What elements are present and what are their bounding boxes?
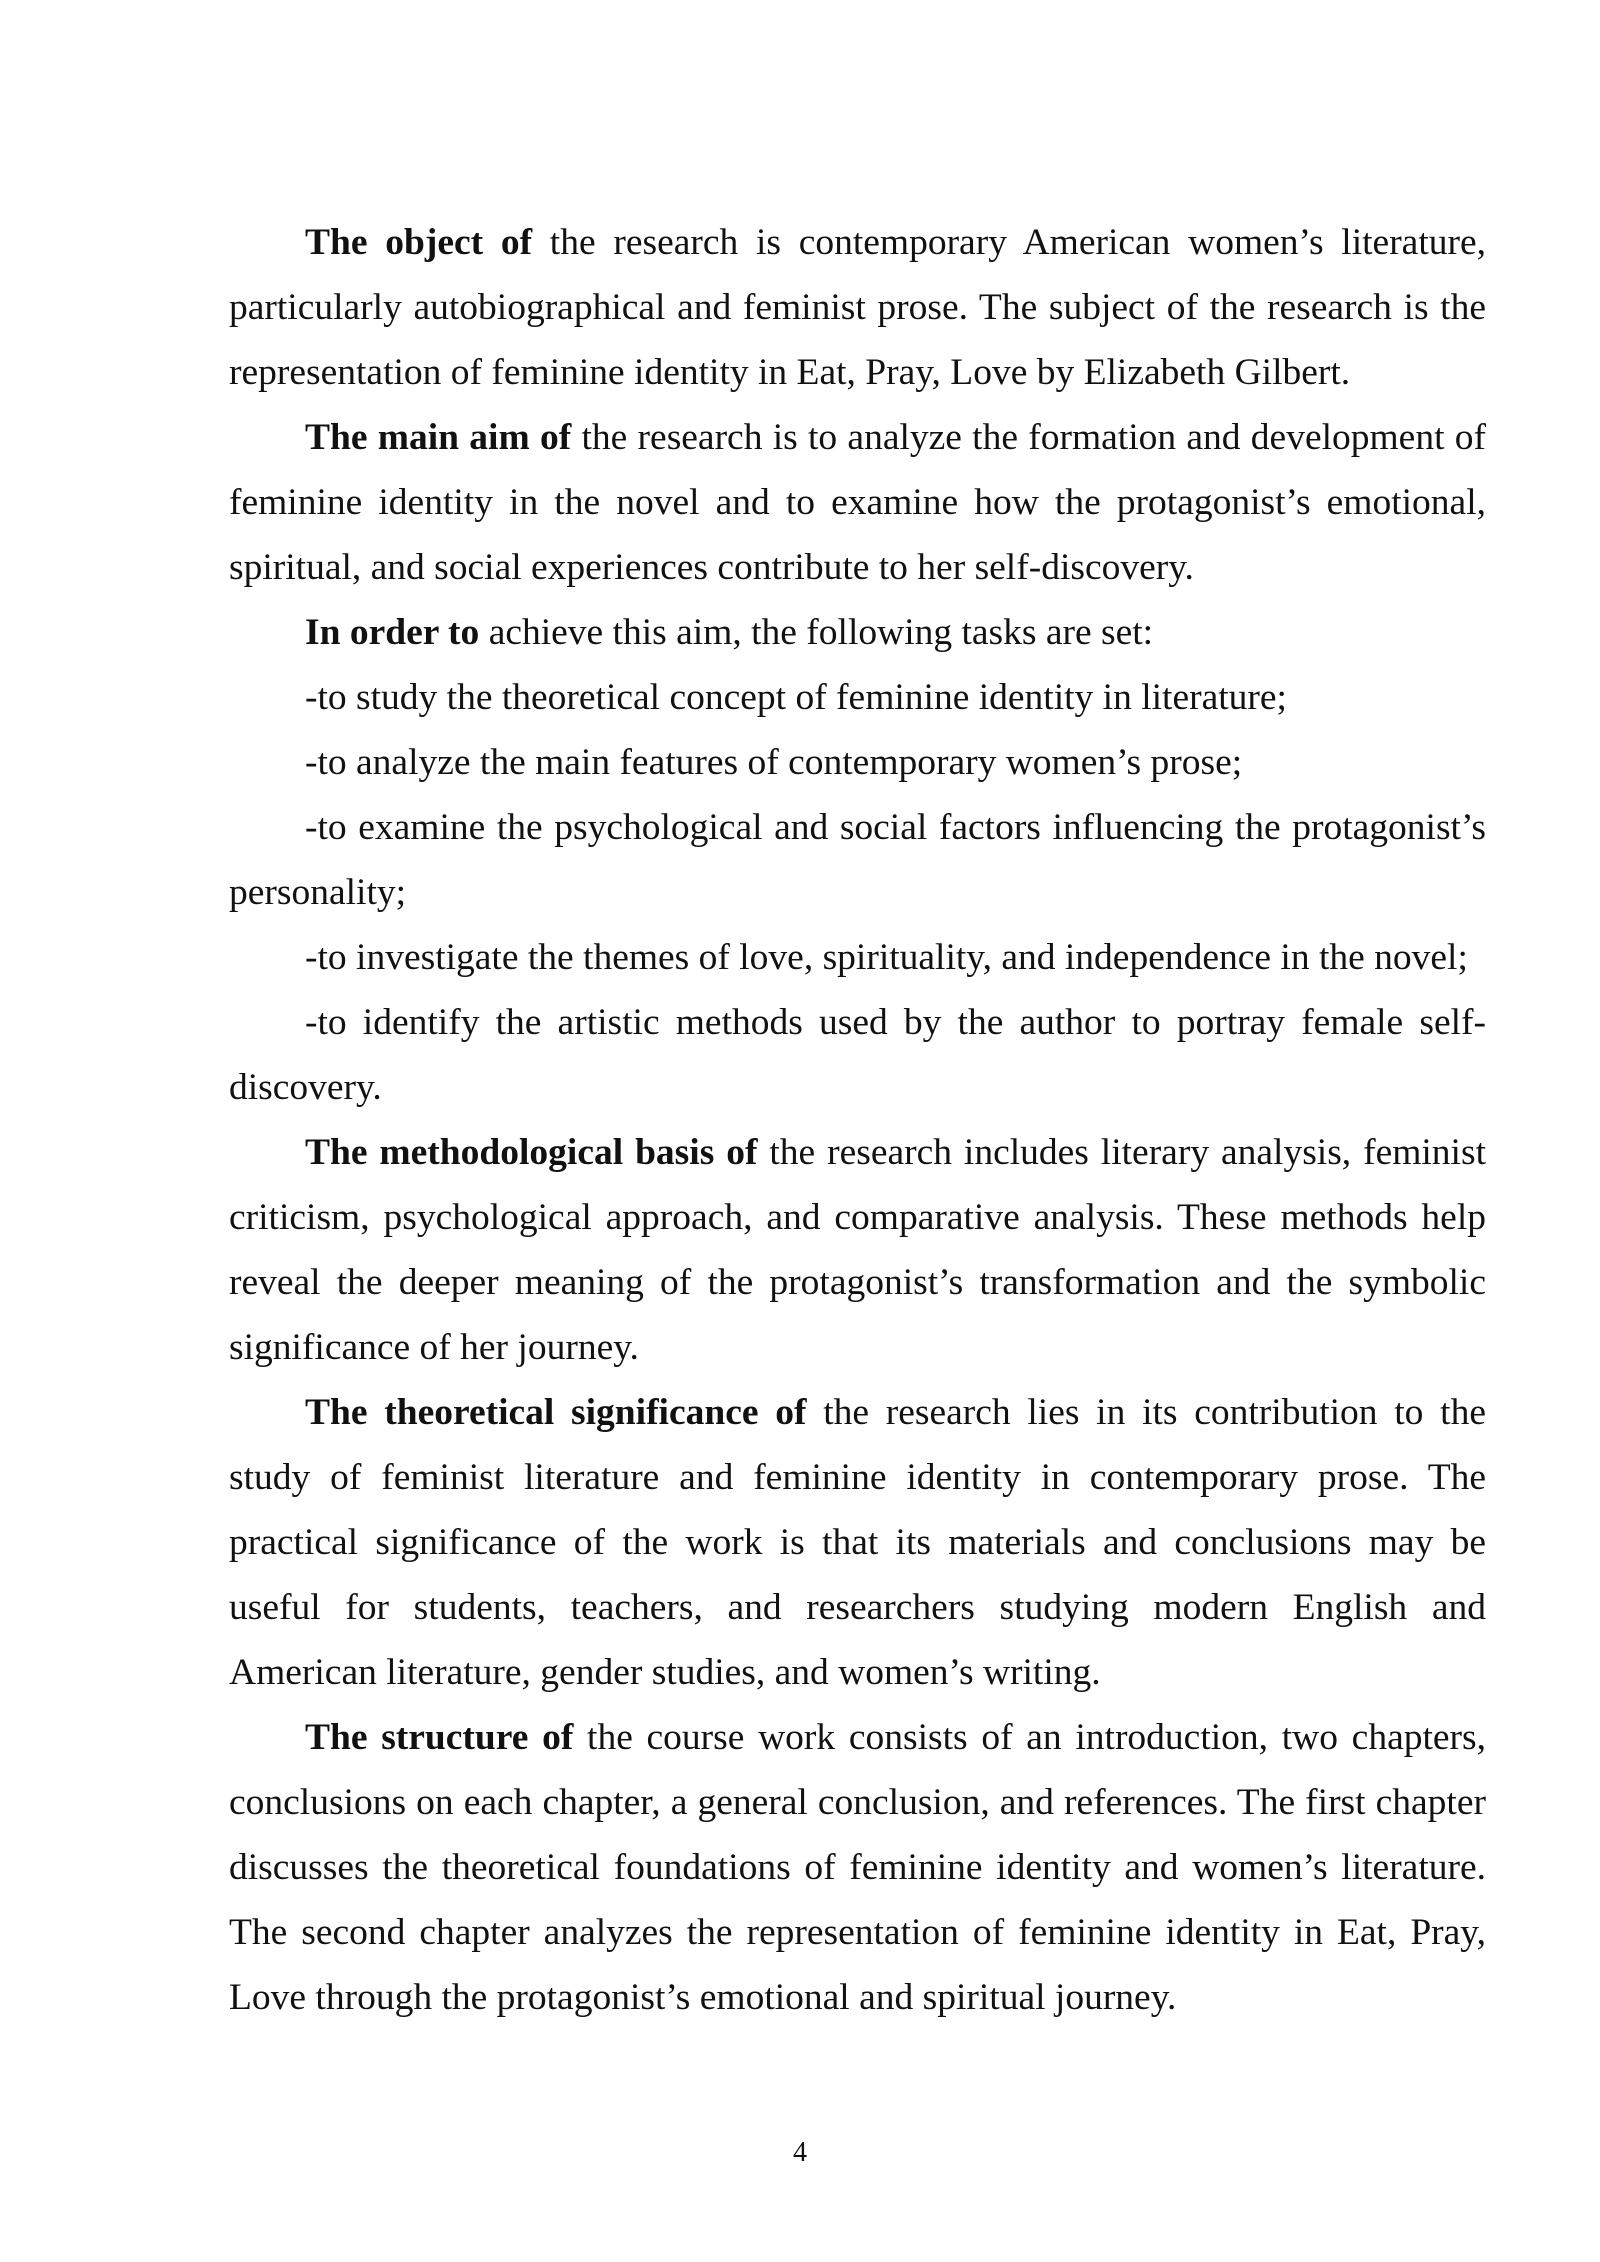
- paragraph-main-aim: [229, 405, 1486, 600]
- paragraph-lead: The object of: [305, 222, 533, 263]
- paragraph-tasks-intro: [229, 600, 1486, 665]
- task-item: [229, 730, 1486, 795]
- task-item: [229, 925, 1486, 990]
- task-item: [229, 795, 1486, 925]
- paragraph-text: the research is contemporary American women’s literature, particularly autobiographical and feminist prose. The subject of the research is the representation of feminine identity in Eat, Pray, Love by Elizabeth Gilbert.: [229, 222, 1486, 393]
- paragraph-text: the research includes literary analysis, feminist criticism, psychological approach, and comparative analysis. These methods help reveal the deeper meaning of the protagonist’s transformation and the symbolic significance of her journey.: [229, 1132, 1486, 1368]
- paragraph-lead: The theoretical significance of: [305, 1392, 807, 1433]
- paragraph-lead: The structure of: [305, 1717, 574, 1758]
- task-item: [229, 665, 1486, 730]
- paragraph-significance: [229, 1380, 1486, 1705]
- task-text: -to examine the psychological and social factors influencing the protagonist’s personality;: [229, 807, 1486, 913]
- paragraph-lead: The main aim of: [305, 417, 572, 458]
- paragraph-lead: In order to: [305, 612, 480, 653]
- task-item: [229, 990, 1486, 1120]
- paragraph-object: [229, 210, 1486, 405]
- paragraph-text: the course work consists of an introduction, two chapters, conclusions on each chapter, a general conclusion, and references. The first chapter discusses the theoretical foundations of feminine identity and women’s literature. The second chapter analyzes the representation of feminine identity in Eat, Pray, Love through the protagonist’s emotional and spiritual journey.: [229, 1717, 1486, 2018]
- paragraph-text: the research is to analyze the formation and development of feminine identity in the novel and to examine how the protagonist’s emotional, spiritual, and social experiences contribute to her self-discovery.: [229, 417, 1486, 588]
- paragraph-text: achieve this aim, the following tasks are set:: [479, 612, 1154, 653]
- task-text: -to analyze the main features of contemporary women’s prose;: [305, 742, 1243, 783]
- paragraph-lead: The methodological basis of: [305, 1132, 758, 1173]
- page-number: 4: [793, 2137, 807, 2168]
- paragraph-text: the research lies in its contribution to the study of feminist literature and feminine identity in contemporary prose. The practical significance of the work is that its materials and conclusions may be useful for students, teachers, and researchers studying modern English and American literature, gender studies, and women’s writing.: [229, 1392, 1486, 1693]
- task-text: -to investigate the themes of love, spirituality, and independence in the novel;: [305, 937, 1468, 978]
- paragraph-methodology: [229, 1120, 1486, 1380]
- document-body: [229, 210, 1486, 2030]
- task-text: -to identify the artistic methods used by the author to portray female self-discovery.: [229, 1002, 1486, 1108]
- paragraph-structure: [229, 1705, 1486, 2030]
- task-text: -to study the theoretical concept of feminine identity in literature;: [305, 677, 1287, 718]
